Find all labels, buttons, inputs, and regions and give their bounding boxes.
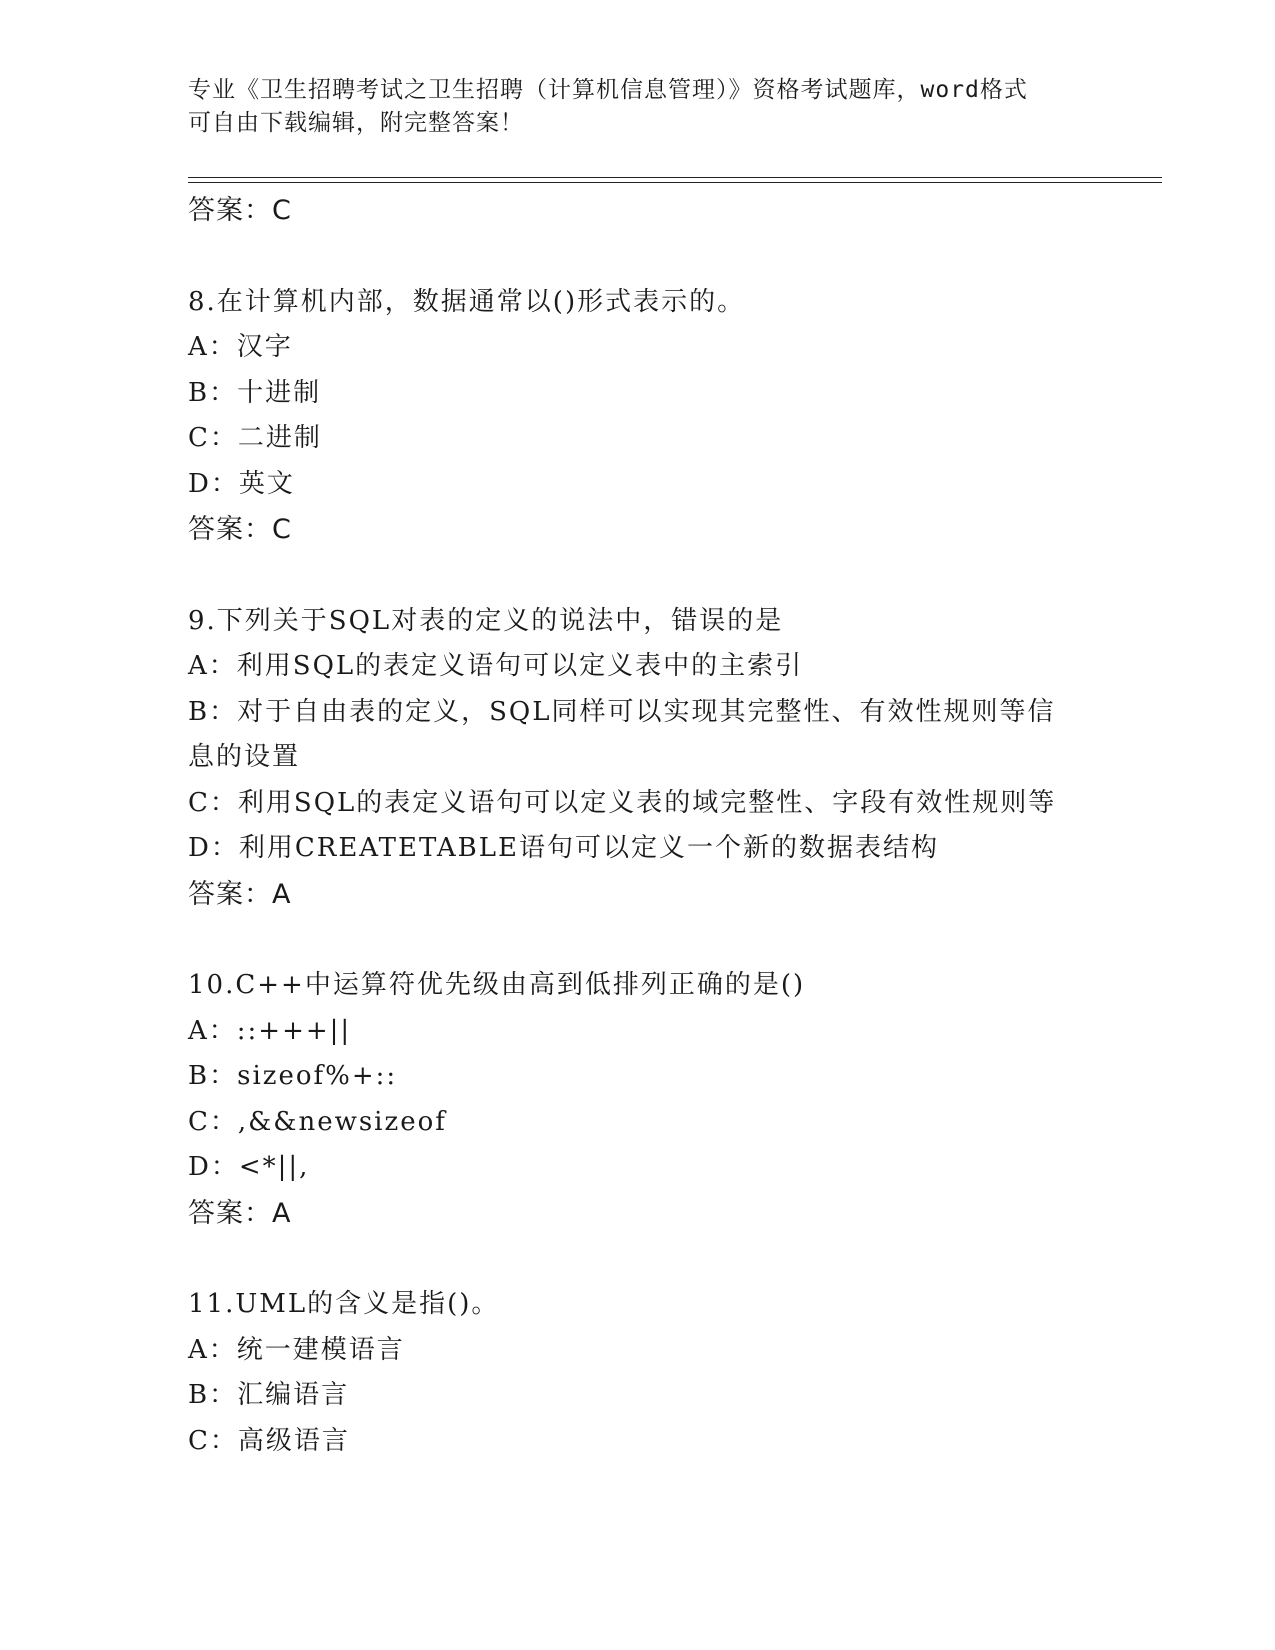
question-text: 9.下列关于SQL对表的定义的说法中，错误的是: [188, 605, 784, 636]
header-line-1: 专业《卫生招聘考试之卫生招聘（计算机信息管理）》资格考试题库，word格式: [188, 77, 1028, 103]
option-a: A：统一建模语言: [188, 1334, 405, 1365]
option-a: A：汉字: [188, 332, 293, 362]
header-line-2: 可自由下载编辑，附完整答案！: [188, 110, 524, 136]
question-content: [188, 188, 1148, 1464]
page-header: [188, 74, 1088, 140]
option-b: B：对于自由表的定义，SQL同样可以实现其完整性、有效性规则等信: [188, 696, 1056, 727]
option-b-continued: 息的设置: [188, 742, 301, 772]
spacer: [188, 553, 1148, 599]
option-b: B：汇编语言: [188, 1380, 350, 1410]
option-d: D：利用CREATETABLE语句可以定义一个新的数据表结构: [188, 833, 940, 863]
previous-answer: 答案：C: [188, 195, 292, 226]
question-text: 8.在计算机内部，数据通常以()形式表示的。: [188, 286, 746, 317]
answer: 答案：C: [188, 514, 292, 545]
option-c: C：利用SQL的表定义语句可以定义表的域完整性、字段有效性规则等: [188, 787, 1057, 818]
question-block-11: [188, 1282, 1148, 1464]
answer: 答案：A: [188, 878, 292, 910]
question-block-9: [188, 599, 1148, 918]
option-c: C：高级语言: [188, 1425, 350, 1456]
header-divider-bottom: [188, 182, 1162, 183]
option-d: D：<*||,: [188, 1152, 310, 1182]
spacer: [188, 917, 1148, 963]
question-block-10: [188, 963, 1148, 1236]
option-a: A：利用SQL的表定义语句可以定义表中的主索引: [188, 651, 804, 681]
question-text: 10.C++中运算符优先级由高到低排列正确的是(): [188, 970, 806, 1000]
option-c: C：,&&newsizeof: [188, 1106, 447, 1137]
option-c: C：二进制: [188, 423, 322, 453]
answer: 答案：A: [188, 1197, 292, 1229]
option-d: D：英文: [188, 468, 295, 499]
option-b: B：sizeof%+::: [188, 1061, 398, 1091]
option-a: A：::+++||: [188, 1015, 352, 1046]
option-b: B：十进制: [188, 377, 322, 408]
spacer: [188, 1236, 1148, 1282]
header-divider-top: [188, 177, 1162, 178]
spacer: [188, 234, 1148, 280]
question-text: 11.UML的含义是指()。: [188, 1289, 500, 1319]
question-block-8: [188, 280, 1148, 553]
